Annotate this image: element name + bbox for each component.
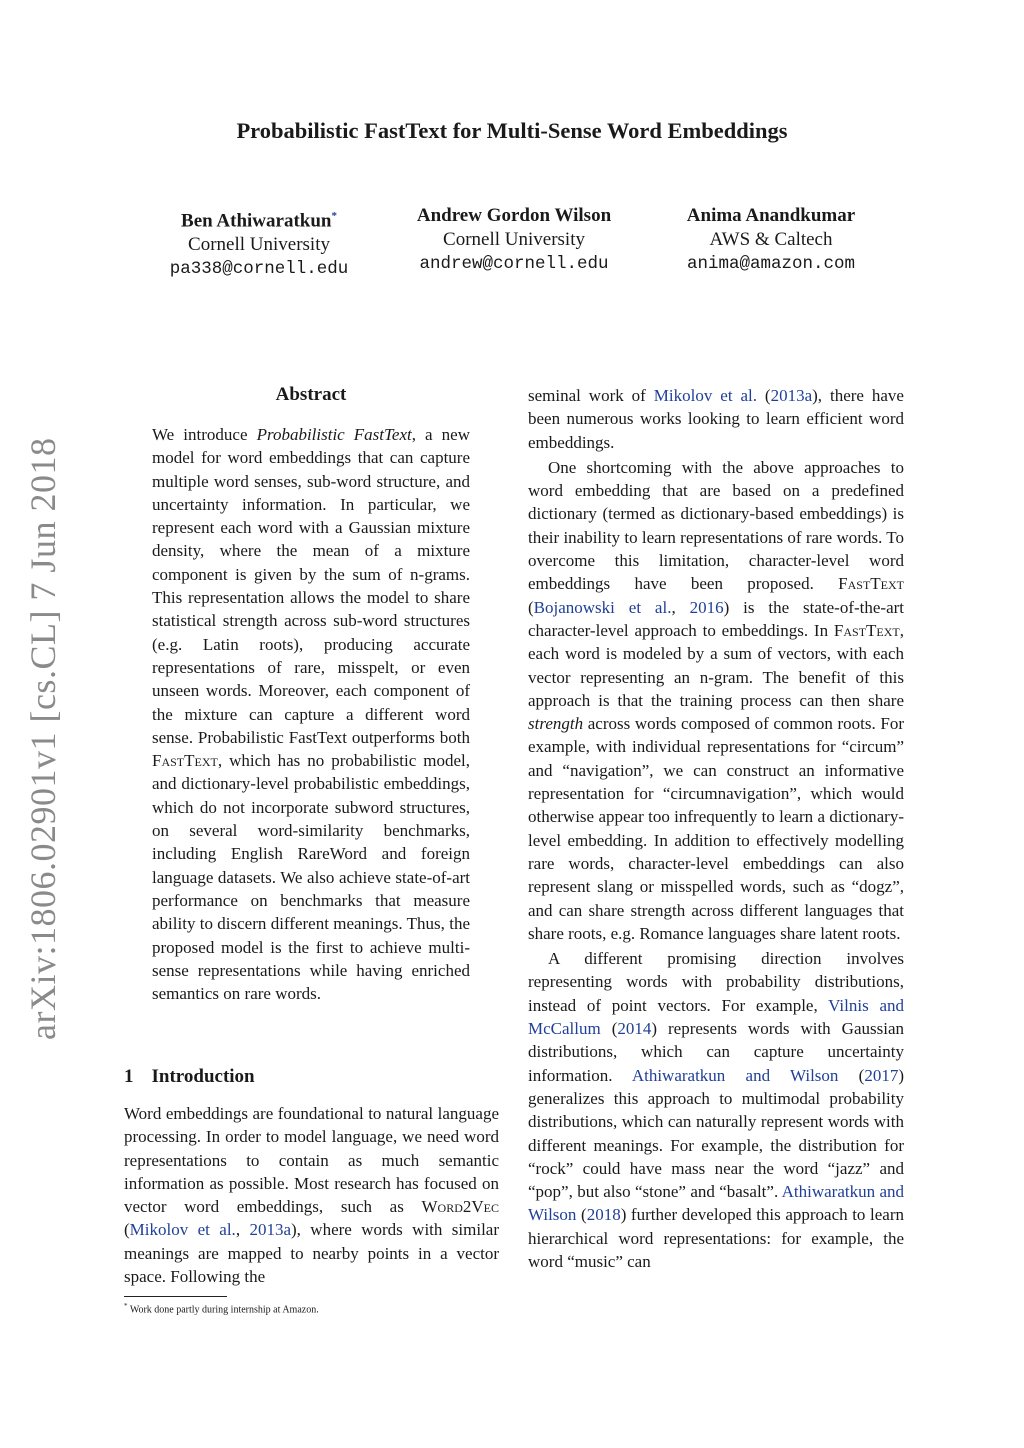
author-name: Ben Athiwaratkun*	[181, 210, 337, 232]
author-email[interactable]: anima@amazon.com	[686, 254, 856, 274]
paragraph: seminal work of Mikolov et al. (2013a), there have been numerous works looking to learn efficient word embeddings.	[528, 386, 904, 452]
footnote-marker[interactable]: *	[331, 210, 337, 222]
author-3	[665, 204, 877, 276]
abstract-paragraph: We introduce Probabilistic FastText, a new model for word embeddings that can capture multiple word senses, sub-word structure, and uncertainty information. In particular, we represent each word with a Gaussian mixture density, where the mean of a mixture component is given by the sum of n-grams. This representation allows the model to share statistical strength across sub-word structures (e.g. Latin roots), producing accurate representations of rare, misspelt, or even unseen words. Moreover, each component of the mixture can capture a different word sense. Probabilistic FastText outperforms both FastText, which has no probabilistic model, and dictionary-level probabilistic embeddings, which do not incorporate subword structures, on several word-similarity benchmarks, including English RareWord and foreign language datasets. We also achieve state-of-art performance on benchmarks that measure ability to discern different meanings. Thus, the proposed model is the first to achieve multi-sense representations while having enriched semantics on rare words.	[152, 425, 470, 1004]
author-affiliation: Cornell University	[443, 229, 585, 250]
citation-link[interactable]: 2016	[689, 597, 724, 617]
citation-link[interactable]: 2013a	[249, 1220, 291, 1240]
intro-paragraph: Word embeddings are foundational to natural language processing. In order to model language, we need word representations to contain as much semantic information as possible. Most research has focused on vector word embeddings, such as Word2Vec (Mikolov et al., 2013a), where words with similar meanings are mapped to nearby points in a vector space. Following the	[124, 1104, 499, 1287]
author-email[interactable]: andrew@cornell.edu	[419, 254, 609, 274]
abstract-heading: Abstract	[275, 384, 347, 405]
author-affiliation: AWS & Caltech	[709, 229, 833, 250]
abstract-body	[152, 423, 470, 1005]
author-name: Anima Anandkumar	[686, 205, 856, 226]
section-heading-introduction: 1 Introduction	[124, 1066, 255, 1087]
intro-body	[124, 1102, 499, 1288]
paper-title: Probabilistic FastText for Multi-Sense Word Embeddings	[236, 118, 788, 143]
paragraph: A different promising direction involves representing words with probability distributions, instead of point vectors. For example, Vilnis and McCallum (2014) represents words with Gaussian distributions, which can capture uncertainty information. Athiwaratkun and Wilson (2017) generalizes this approach to multimodal probability distributions, which can naturally represent words with different meanings. For example, the distribution for “rock” could have mass near the word “jazz” and “pop”, but also “stone” and “basalt”. Athiwaratkun and Wilson (2018) further developed this approach to learn hierarchical word representations: for example, the word “music” can	[528, 949, 904, 1271]
citation-link[interactable]: Bojanowski et al.	[533, 597, 672, 617]
footnote: * Work done partly during internship at Amazon.	[124, 1302, 319, 1316]
citation-link[interactable]: Athiwaratkun and Wilson	[631, 1065, 839, 1085]
paragraph: One shortcoming with the above approaches to word embedding that are based on a predefined dictionary (termed as dictionary-based embeddings) is their inability to learn representations of rare words. To overcome this limitation, character-level word embeddings have been proposed. FastText (Bojanowski et al., 2016) is the state-of-the-art character-level approach to embeddings. In FastText, each word is modeled by a sum of vectors, with each vector representing an n-gram. The benefit of this approach is that the training process can then share strength across words composed of common roots. For example, with individual representations for “circum” and “navigation”, we can construct an informative representation for “circumnavigation”, which would otherwise appear too infrequently to learn a dictionary-level embedding. In addition to effectively modelling rare words, character-level embeddings can also represent slang or misspelled words, such as “dogz”, and can share strength across different languages that share roots, e.g. Romance languages share latent roots.	[528, 457, 905, 943]
author-1	[154, 204, 364, 281]
citation-link[interactable]: Athiwaratkun and Wilson	[528, 1182, 904, 1225]
citation-link[interactable]: 2017	[864, 1065, 899, 1085]
citation-link[interactable]: 2014	[617, 1019, 652, 1039]
citation-link[interactable]: 2013a	[770, 386, 813, 405]
author-affiliation: Cornell University	[188, 234, 330, 256]
author-email[interactable]: pa338@cornell.edu	[169, 259, 349, 280]
author-2	[400, 204, 628, 276]
citation-link[interactable]: Mikolov et al.	[129, 1220, 236, 1240]
author-name: Andrew Gordon Wilson	[416, 205, 612, 226]
citation-link[interactable]: 2018	[586, 1205, 621, 1225]
right-column	[528, 384, 904, 1273]
arxiv-stamp: arXiv:1806.02901v1 [cs.CL] 7 Jun 2018	[23, 437, 63, 1040]
citation-link[interactable]: Mikolov et al.	[653, 386, 757, 405]
citation-link[interactable]: Vilnis and McCallum	[528, 995, 904, 1039]
footnote-rule	[124, 1296, 227, 1297]
